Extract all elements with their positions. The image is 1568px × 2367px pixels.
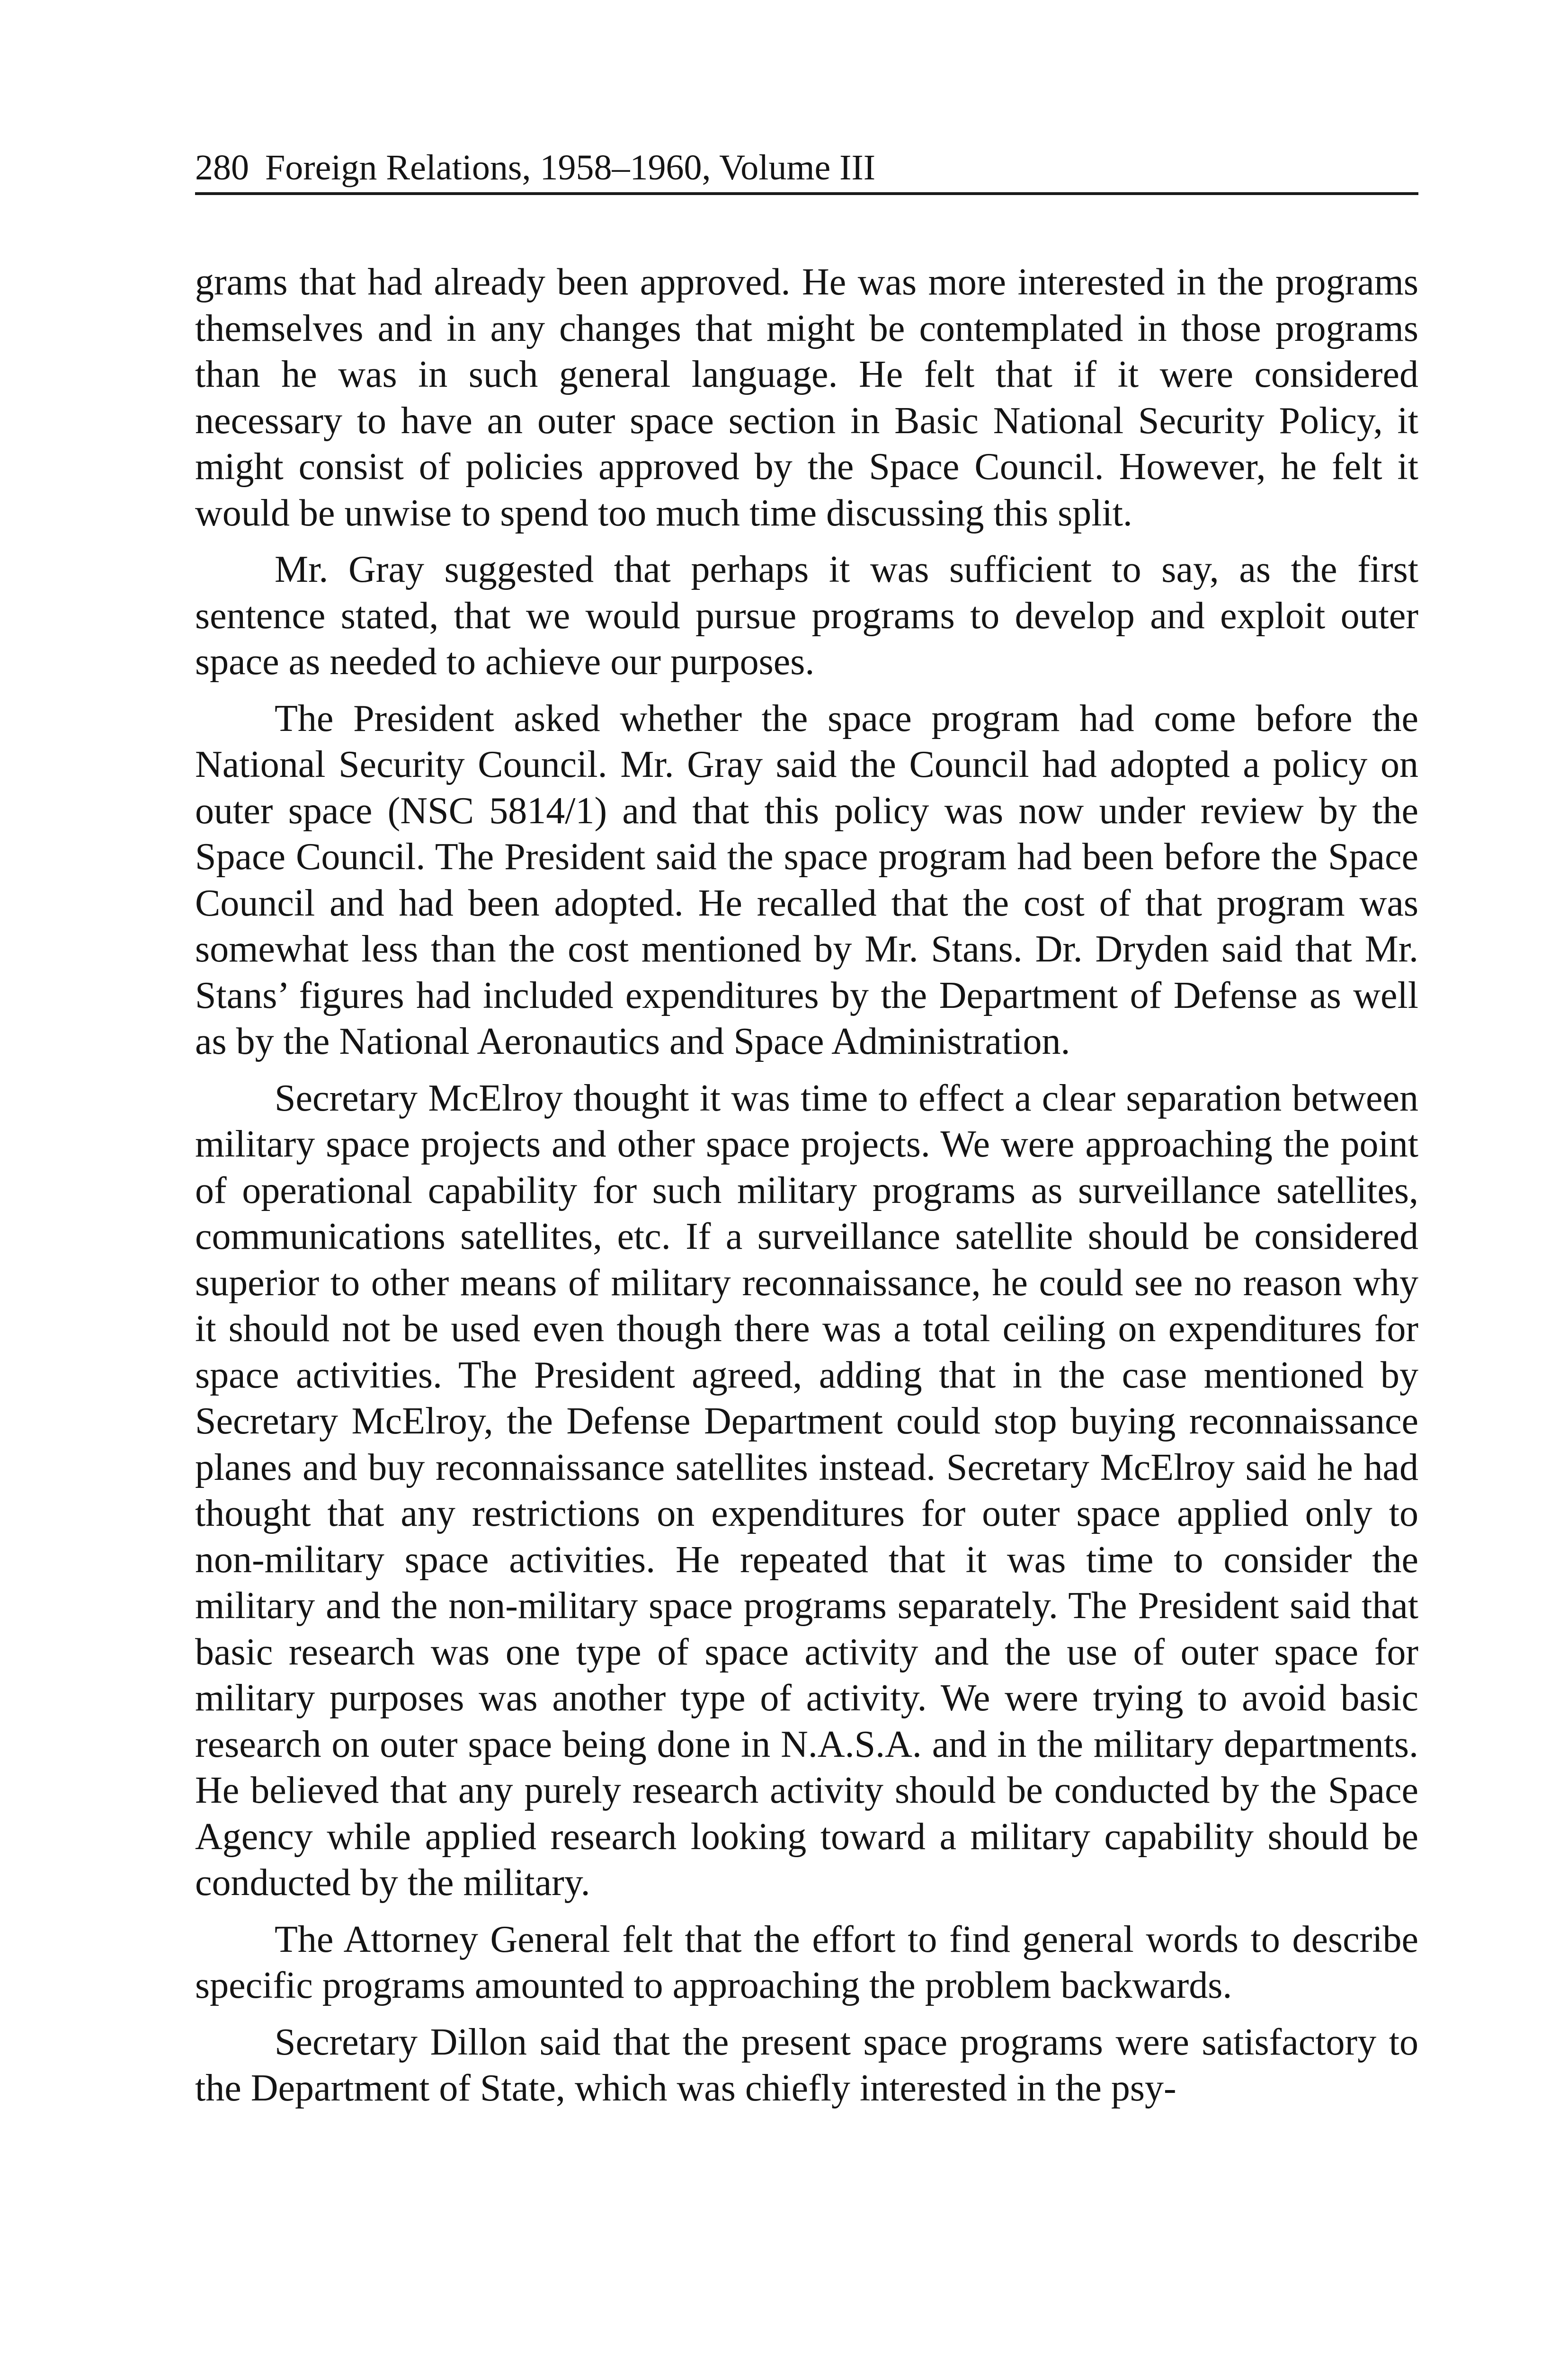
paragraph-president-space-program: The President asked whether the space program had come before the National Security Council. Mr. Gray said the Council had adopted a policy on outer space (NSC 5814/1) and that this policy was now under review by the Space Council. The President said the space program had been before the Space Council and had been adopted. He recalled that the cost of that program was somewhat less than the cost mentioned by Mr. Stans. Dr. Dryden said that Mr. Stans’ figures had included expenditures by the Department of Defense as well as by the National Aeronautics and Space Administration. bbox=[195, 697, 1418, 1062]
paragraph-dillon: Secretary Dillon said that the present space programs were satisfactory to the Department of State, which was chiefly interested in the psy- bbox=[195, 2021, 1418, 2109]
paragraph-gray: Mr. Gray suggested that perhaps it was sufficient to say, as the first sentence stated, that we would pursue programs to develop and exploit outer space as needed to achieve our purposes. bbox=[195, 549, 1418, 683]
running-header bbox=[195, 142, 1418, 195]
page-number: 280 bbox=[195, 148, 249, 187]
body-text bbox=[195, 259, 1418, 2112]
paragraph-continued: grams that had already been approved. He was more interested in the programs themselves and in any changes that might be contemplated in those programs than he was in such general language. He felt that if it were considered necessary to have an outer space section in Basic National Security Policy, it might consist of policies approved by the Space Council. However, he felt it would be unwise to spend too much time discussing this split. bbox=[195, 261, 1418, 534]
paragraph-mcelroy: Secretary McElroy thought it was time to effect a clear separation between military space projects and other space projects. We were approaching the point of operational capability for such military programs as surveillance satellites, communications satellites, etc. If a surveillance satellite should be considered superior to other means of military reconnaissance, he could see no reason why it should not be used even though there was a total ceiling on expenditures for space activities. The President agreed, adding that in the case mentioned by Secretary McElroy, the Defense Department could stop buying reconnaissance planes and buy reconnaissance satellites instead. Secretary McElroy said he had thought that any restrictions on expenditures for outer space applied only to non-military space activities. He repeated that it was time to consider the military and the non-military space programs separately. The President said that basic research was one type of space activity and the use of outer space for military purposes was another type of activity. We were trying to avoid basic research on outer space being done in N.A.S.A. and in the military departments. He believed that any purely research activity should be conducted by the Space Agency while applied research looking toward a military capability should be conducted by the military. bbox=[195, 1077, 1418, 1904]
paragraph-attorney-general: The Attorney General felt that the effort to find general words to describe specific programs amounted to approaching the problem backwards. bbox=[195, 1918, 1418, 2006]
running-title: Foreign Relations, 1958–1960, Volume III bbox=[265, 148, 876, 187]
